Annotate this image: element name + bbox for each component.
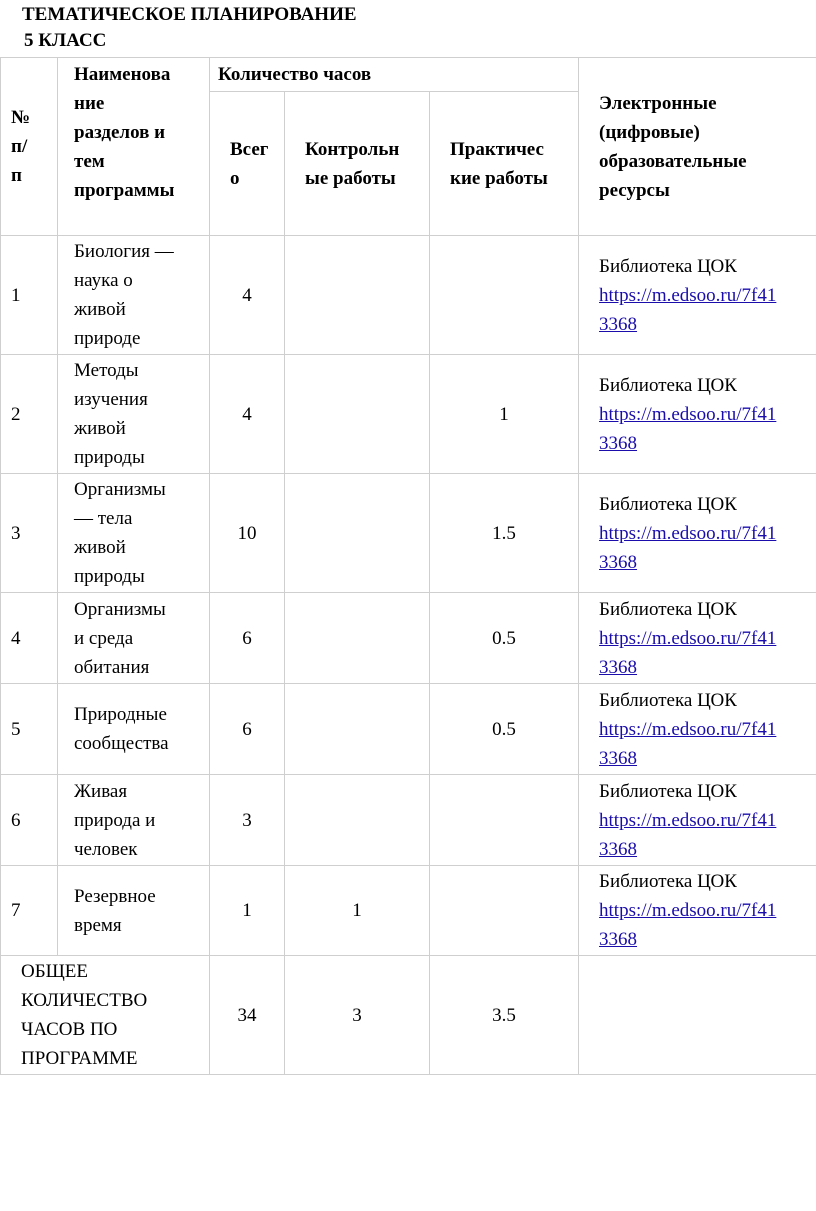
row-total: 6 [210, 593, 285, 684]
row-num: 1 [1, 236, 58, 355]
row-resource [579, 474, 816, 593]
row-num: 4 [1, 593, 58, 684]
row-total: 10 [210, 474, 285, 593]
row-resource [579, 236, 816, 355]
row-control [285, 684, 430, 775]
resource-label: Библиотека ЦОК [599, 871, 737, 892]
row-practical: 1.5 [430, 474, 579, 593]
row-practical [430, 775, 579, 866]
row-num: 5 [1, 684, 58, 775]
row-practical [430, 866, 579, 956]
footer-control: 3 [285, 956, 430, 1075]
resource-label: Библиотека ЦОК [599, 598, 737, 620]
footer-label: ОБЩЕЕ КОЛИЧЕСТВО ЧАСОВ ПО ПРОГРАММЕ [1, 956, 210, 1075]
row-total: 1 [210, 866, 285, 956]
row-num: 7 [1, 866, 58, 956]
row-resource [579, 775, 816, 866]
row-control [285, 236, 430, 355]
footer-practical: 3.5 [430, 956, 579, 1075]
row-resource [579, 684, 816, 775]
table-row [1, 775, 816, 866]
row-resource [579, 866, 816, 956]
title-line-2: 5 КЛАСС [24, 30, 107, 51]
resource-label: Библиотека ЦОК [599, 374, 737, 396]
table-row [1, 355, 816, 474]
row-total: 3 [210, 775, 285, 866]
row-control [285, 474, 430, 593]
row-practical: 0.5 [430, 593, 579, 684]
row-name: Живая природа и человек [58, 775, 210, 866]
row-practical: 1 [430, 355, 579, 474]
footer-total: 34 [210, 956, 285, 1075]
header-total: Всег о [210, 92, 285, 236]
resource-link[interactable]: https://m.edsoo.ru/7f41 3368 [599, 284, 777, 335]
header-control: Контрольн ые работы [285, 92, 430, 236]
row-practical [430, 236, 579, 355]
table-row [1, 684, 816, 775]
resource-label: Библиотека ЦОК [599, 255, 737, 277]
row-practical: 0.5 [430, 684, 579, 775]
thematic-plan-table [0, 57, 816, 1075]
header-practical: Практичес кие работы [430, 92, 579, 236]
row-name: Организмы — тела живой природы [58, 474, 210, 593]
row-resource [579, 355, 816, 474]
header-resources: Электронные (цифровые) образовательные ресурсы [579, 58, 816, 236]
row-control [285, 775, 430, 866]
resource-label: Библиотека ЦОК [599, 780, 737, 802]
table-row [1, 866, 816, 956]
row-control [285, 355, 430, 474]
resource-link[interactable]: https://m.edsoo.ru/7f41 3368 [599, 627, 777, 678]
row-total: 6 [210, 684, 285, 775]
row-num: 3 [1, 474, 58, 593]
footer-resource [579, 956, 816, 1075]
resource-label: Библиотека ЦОК [599, 689, 737, 711]
row-resource [579, 593, 816, 684]
row-control: 1 [285, 866, 430, 956]
row-total: 4 [210, 236, 285, 355]
table-row [1, 236, 816, 355]
row-name: Резервное время [58, 866, 210, 956]
resource-link[interactable]: https://m.edsoo.ru/7f41 3368 [599, 809, 777, 860]
resource-label: Библиотека ЦОК [599, 493, 737, 515]
header-name: Наименова ние разделов и тем программы [58, 58, 210, 236]
row-control [285, 593, 430, 684]
row-name: Организмы и среда обитания [58, 593, 210, 684]
row-num: 2 [1, 355, 58, 474]
resource-link[interactable]: https://m.edsoo.ru/7f41 3368 [599, 522, 777, 573]
resource-link[interactable]: https://m.edsoo.ru/7f41 3368 [599, 900, 777, 950]
table-row [1, 474, 816, 593]
resource-link[interactable]: https://m.edsoo.ru/7f41 3368 [599, 403, 777, 454]
resource-link[interactable]: https://m.edsoo.ru/7f41 3368 [599, 718, 777, 769]
header-num: № п/ п [1, 58, 58, 236]
table-footer-row [1, 956, 816, 1075]
row-name: Методы изучения живой природы [58, 355, 210, 474]
row-num: 6 [1, 775, 58, 866]
table-row [1, 593, 816, 684]
title-line-1: ТЕМАТИЧЕСКОЕ ПЛАНИРОВАНИЕ [22, 4, 357, 25]
document-title [22, 2, 357, 54]
row-name: Биология — наука о живой природе [58, 236, 210, 355]
row-name: Природные сообщества [58, 684, 210, 775]
row-total: 4 [210, 355, 285, 474]
header-hours-group: Количество часов [210, 58, 579, 92]
